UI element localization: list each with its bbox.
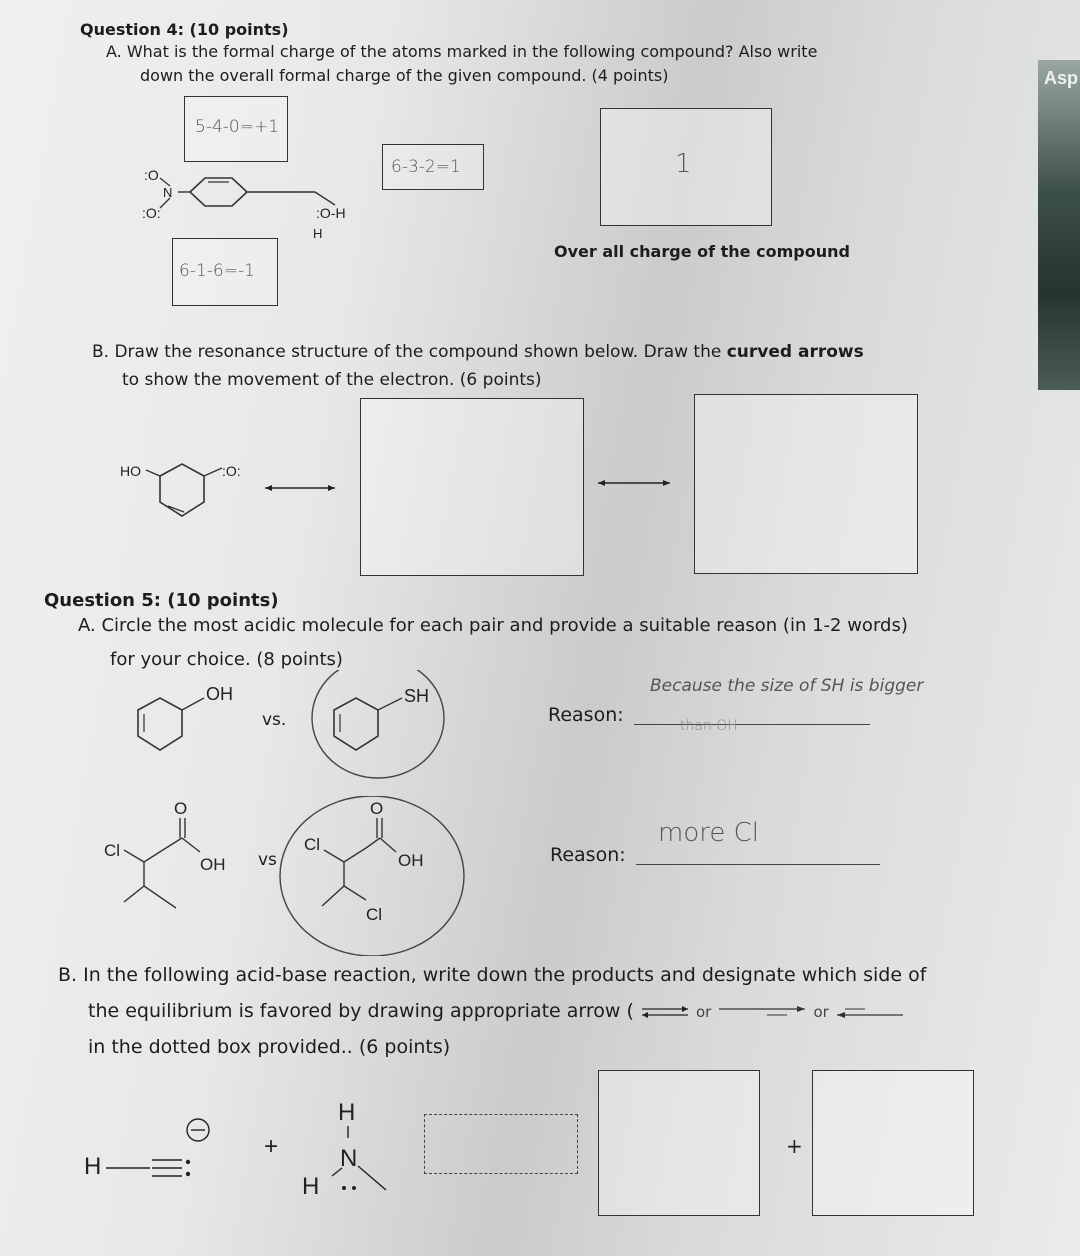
reason1-answer-line2: than OH bbox=[680, 718, 738, 734]
q4-partA-line2: down the overall formal charge of the given compound. (4 points) bbox=[140, 66, 669, 85]
q4-partB-line1: B. Draw the resonance structure of the compound shown below. Draw the curved arrows bbox=[92, 342, 864, 362]
o-lone-group: :O: bbox=[222, 463, 241, 479]
h-atom-top: H bbox=[338, 1099, 356, 1126]
ho-group: HO bbox=[120, 463, 141, 479]
reaction-reactants bbox=[80, 1090, 420, 1210]
answer-box-OH[interactable] bbox=[382, 144, 484, 190]
q4-partA-line1: A. What is the formal charge of the atoms marked in the following compound? Also write bbox=[106, 42, 818, 61]
equilibrium-arrow-icon bbox=[640, 1006, 690, 1018]
q5-partA-line1: A. Circle the most acidic molecule for each pair and provide a suitable reason (in 1-2 words) bbox=[78, 615, 908, 636]
n-atom: N bbox=[163, 185, 173, 200]
reason2-answer: more Cl bbox=[658, 818, 759, 848]
nitro-compound-structure bbox=[130, 150, 390, 250]
oh-label: OH bbox=[206, 684, 233, 704]
reason-line-2[interactable] bbox=[636, 864, 880, 865]
reason1-answer-line1: Because the size of SH is bigger bbox=[650, 676, 924, 696]
product-box-1[interactable] bbox=[598, 1070, 760, 1216]
oh-group: :O-H bbox=[316, 205, 346, 221]
q5-partB-line2: the equilibrium is favored by drawing appropriate arrow ( or or bbox=[88, 1000, 905, 1022]
pair2-structures bbox=[100, 796, 480, 956]
edge-label: Asp bbox=[1044, 68, 1079, 88]
q4-title: Question 4: (10 points) bbox=[80, 20, 289, 39]
calc-OH: 6-3-2=1 bbox=[391, 157, 461, 177]
cl-label-1: Cl bbox=[104, 841, 121, 860]
plus-sign-2: + bbox=[786, 1134, 803, 1158]
cl-label-2: Cl bbox=[304, 835, 321, 854]
background-object bbox=[1038, 60, 1080, 390]
phenol-ring bbox=[138, 698, 182, 750]
plus-sign-1: + bbox=[264, 1133, 279, 1160]
resonance-box-1[interactable] bbox=[360, 398, 584, 576]
h-atom-left: H bbox=[302, 1173, 320, 1200]
vs-1: vs. bbox=[262, 710, 287, 730]
or-2: or bbox=[813, 1003, 829, 1021]
reason-line-1[interactable] bbox=[634, 724, 870, 725]
sh-label: SH bbox=[404, 686, 430, 706]
o-top-atom: :O bbox=[144, 167, 159, 183]
equilibrium-dotted-box[interactable] bbox=[424, 1114, 578, 1174]
o-label-2: O bbox=[370, 799, 384, 818]
product-box-2[interactable] bbox=[812, 1070, 974, 1216]
overall-answer: 1 bbox=[675, 149, 692, 179]
h-atom-acetylide: H bbox=[84, 1153, 102, 1180]
overall-charge-box[interactable] bbox=[600, 108, 772, 226]
o-label-1: O bbox=[174, 799, 188, 818]
overall-label: Over all charge of the compound bbox=[554, 242, 850, 261]
reason-label-1: Reason: bbox=[548, 704, 624, 726]
vs-2: vs bbox=[258, 850, 277, 870]
q4-partB-line2: to show the movement of the electron. (6 points) bbox=[122, 370, 542, 390]
q5-partB-line3: in the dotted box provided.. (6 points) bbox=[88, 1036, 451, 1058]
cyclohexene-ring bbox=[160, 464, 204, 516]
calc-O: 6-1-6=-1 bbox=[179, 261, 255, 281]
oh-label-2: OH bbox=[398, 851, 424, 870]
o-bottom-atom: :O: bbox=[142, 205, 161, 221]
q5-title: Question 5: (10 points) bbox=[44, 590, 279, 611]
q5-partB-line1: B. In the following acid-base reaction, write down the products and designate which side of bbox=[58, 964, 927, 986]
resonance-arrow-2 bbox=[594, 476, 674, 490]
resonance-box-2[interactable] bbox=[694, 394, 918, 574]
calc-N: 5-4-0=+1 bbox=[195, 117, 280, 137]
or-1: or bbox=[696, 1003, 712, 1021]
left-favored-arrow-icon bbox=[835, 1006, 905, 1018]
pair1-structures bbox=[120, 670, 480, 800]
enol-structure bbox=[110, 440, 350, 530]
circle-dichloro-acid bbox=[280, 796, 464, 956]
reason-label-2: Reason: bbox=[550, 844, 626, 866]
thiophenol-ring bbox=[334, 698, 378, 750]
oh-label-1: OH bbox=[200, 855, 226, 874]
right-favored-arrow-icon bbox=[717, 1006, 807, 1018]
cl-label-3: Cl bbox=[366, 905, 383, 924]
q5-partA-line2: for your choice. (8 points) bbox=[110, 649, 343, 670]
h-atom: H bbox=[313, 226, 323, 241]
n-atom-amine: N bbox=[340, 1145, 358, 1172]
